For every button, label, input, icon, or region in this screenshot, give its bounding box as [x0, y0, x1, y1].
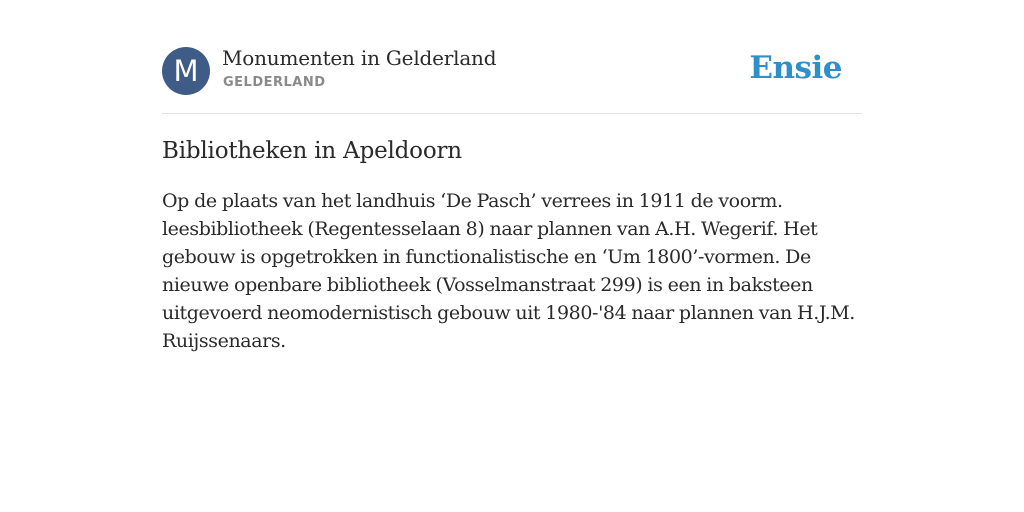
source-subtitle: GELDERLAND — [223, 75, 326, 90]
brand-logo[interactable]: Ensie — [749, 50, 842, 86]
article-card — [162, 46, 862, 355]
article-title: Bibliotheken in Apeldoorn — [162, 138, 462, 164]
article-body: Op de plaats van het landhuis ‘De Pasch’ verrees in 1911 de voorm. leesbibliotheek (Regentesselaan 8) naar plannen van A.H. Wegerif. Het gebouw is opgetrokken in functionalistische en ‘Um 1800’-vormen. De nieuwe openbare bibliotheek (Vosselmanstraat 299) is een in baksteen uitgevoerd neomodernistisch gebouw uit 1980-'84 naar plannen van H.J.M. Ruijssenaars. — [162, 190, 855, 352]
source-header — [162, 46, 862, 114]
source-title[interactable]: Monumenten in Gelderland — [222, 46, 497, 70]
avatar[interactable]: M — [162, 47, 210, 95]
